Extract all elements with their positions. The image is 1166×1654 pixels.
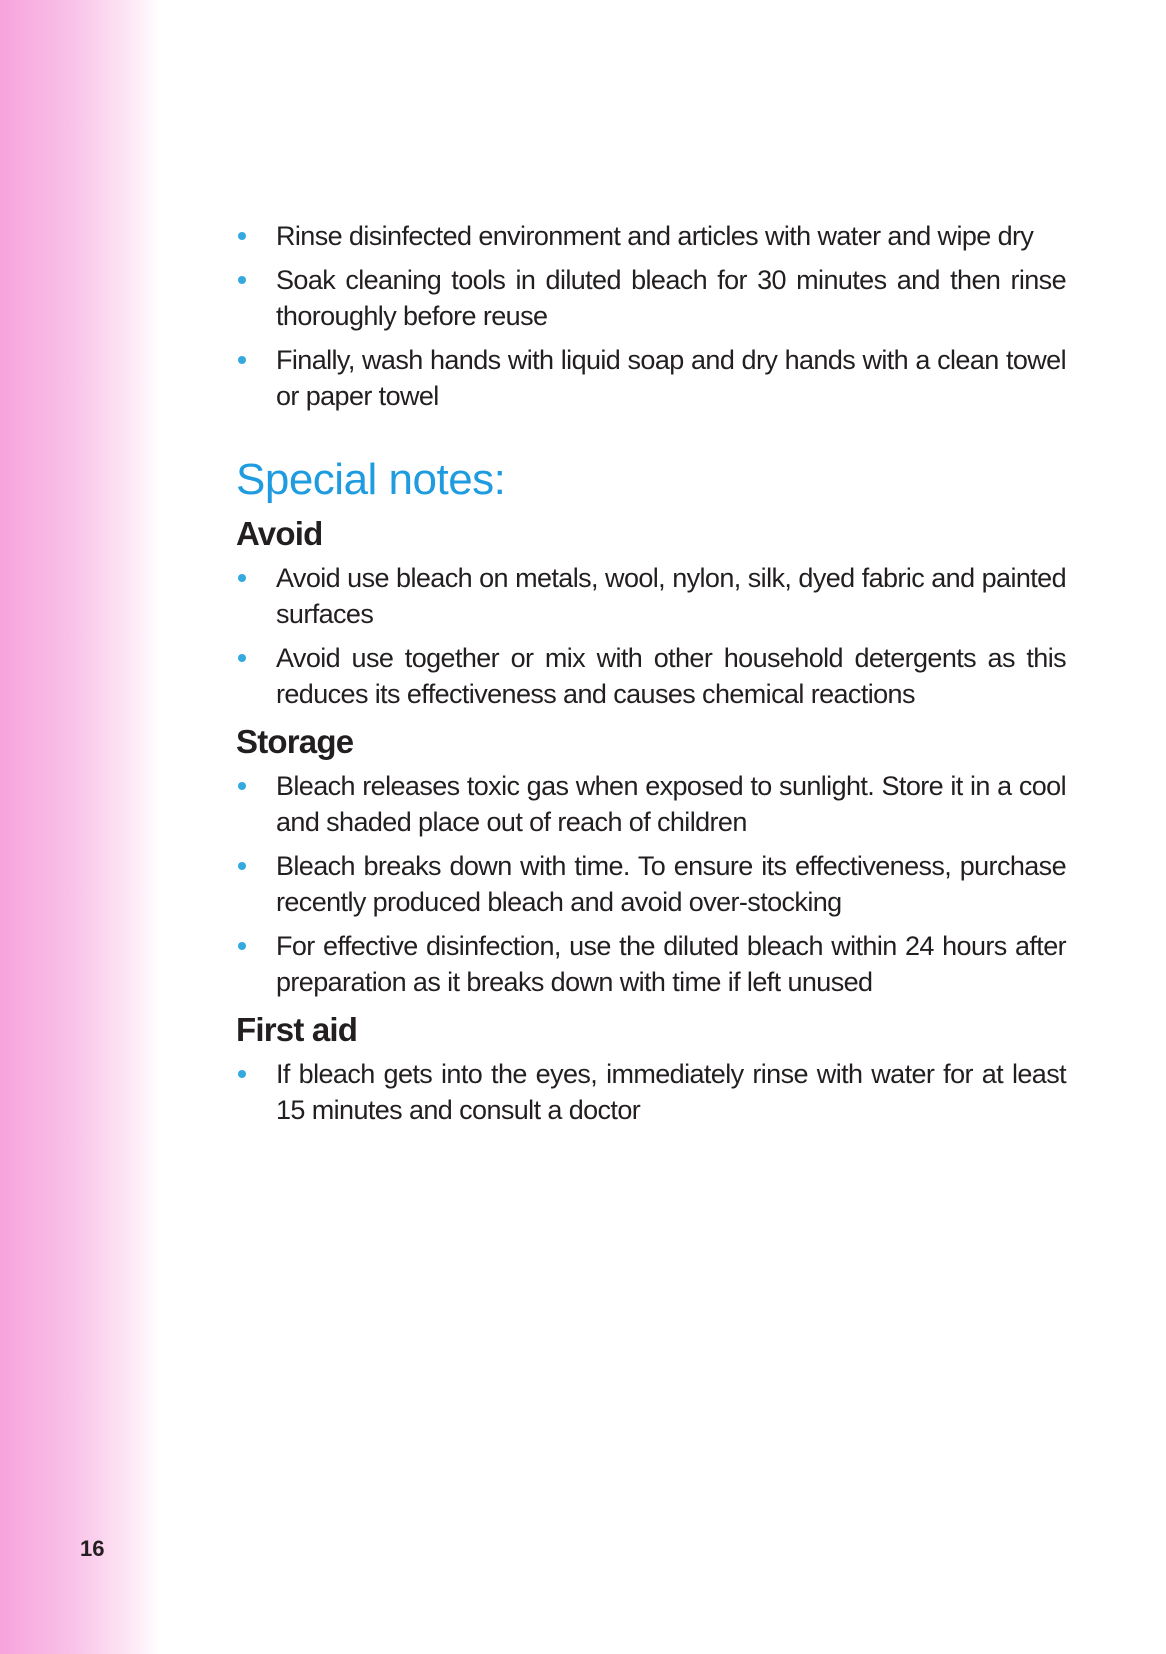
bullet-text: If bleach gets into the eyes, immediately rinse with water for at least 15 minutes and consult a doctor xyxy=(276,1059,1066,1125)
bullet-dot-icon xyxy=(238,232,246,240)
bullet-text: Bleach releases toxic gas when exposed to sunlight. Store it in a cool and shaded place out of reach of children xyxy=(276,771,1066,837)
list-item xyxy=(236,1056,1066,1128)
page-number: 16 xyxy=(80,1536,105,1561)
list-item xyxy=(236,262,1066,334)
avoid-heading: Avoid xyxy=(236,515,323,552)
bullet-text: Bleach breaks down with time. To ensure its effectiveness, purchase recently produced bleach and avoid over-stocking xyxy=(276,851,1066,917)
bullet-dot-icon xyxy=(238,654,246,662)
bullet-dot-icon xyxy=(238,942,246,950)
bullet-dot-icon xyxy=(238,1070,246,1078)
bullet-dot-icon xyxy=(238,574,246,582)
bullet-text: Finally, wash hands with liquid soap and dry hands with a clean towel or paper towel xyxy=(276,345,1066,411)
bullet-dot-icon xyxy=(238,782,246,790)
special-notes-title: Special notes: xyxy=(236,455,506,504)
list-item xyxy=(236,768,1066,840)
storage-section xyxy=(236,720,1066,1000)
side-decorative-gradient xyxy=(0,0,160,1654)
list-item xyxy=(236,848,1066,920)
list-item xyxy=(236,342,1066,414)
avoid-bullet-list xyxy=(236,560,1066,712)
storage-bullet-list xyxy=(236,768,1066,1000)
first-aid-bullet-list xyxy=(236,1056,1066,1128)
list-item xyxy=(236,928,1066,1000)
list-item xyxy=(236,560,1066,632)
bullet-text: For effective disinfection, use the diluted bleach within 24 hours after preparation as it breaks down with time if left unused xyxy=(276,931,1066,997)
intro-bullet-list xyxy=(236,218,1066,414)
bullet-dot-icon xyxy=(238,862,246,870)
list-item xyxy=(236,640,1066,712)
page-content xyxy=(236,218,1066,1136)
bullet-text: Avoid use bleach on metals, wool, nylon, silk, dyed fabric and painted surfaces xyxy=(276,563,1066,629)
storage-heading: Storage xyxy=(236,723,354,760)
first-aid-section xyxy=(236,1008,1066,1128)
bullet-dot-icon xyxy=(238,356,246,364)
bullet-text: Avoid use together or mix with other household detergents as this reduces its effectiveness and causes chemical reactions xyxy=(276,643,1066,709)
bullet-text: Soak cleaning tools in diluted bleach for 30 minutes and then rinse thoroughly before reuse xyxy=(276,265,1066,331)
list-item xyxy=(236,218,1066,254)
avoid-section xyxy=(236,512,1066,712)
bullet-dot-icon xyxy=(238,276,246,284)
first-aid-heading: First aid xyxy=(236,1011,358,1048)
bullet-text: Rinse disinfected environment and articles with water and wipe dry xyxy=(276,221,1034,251)
